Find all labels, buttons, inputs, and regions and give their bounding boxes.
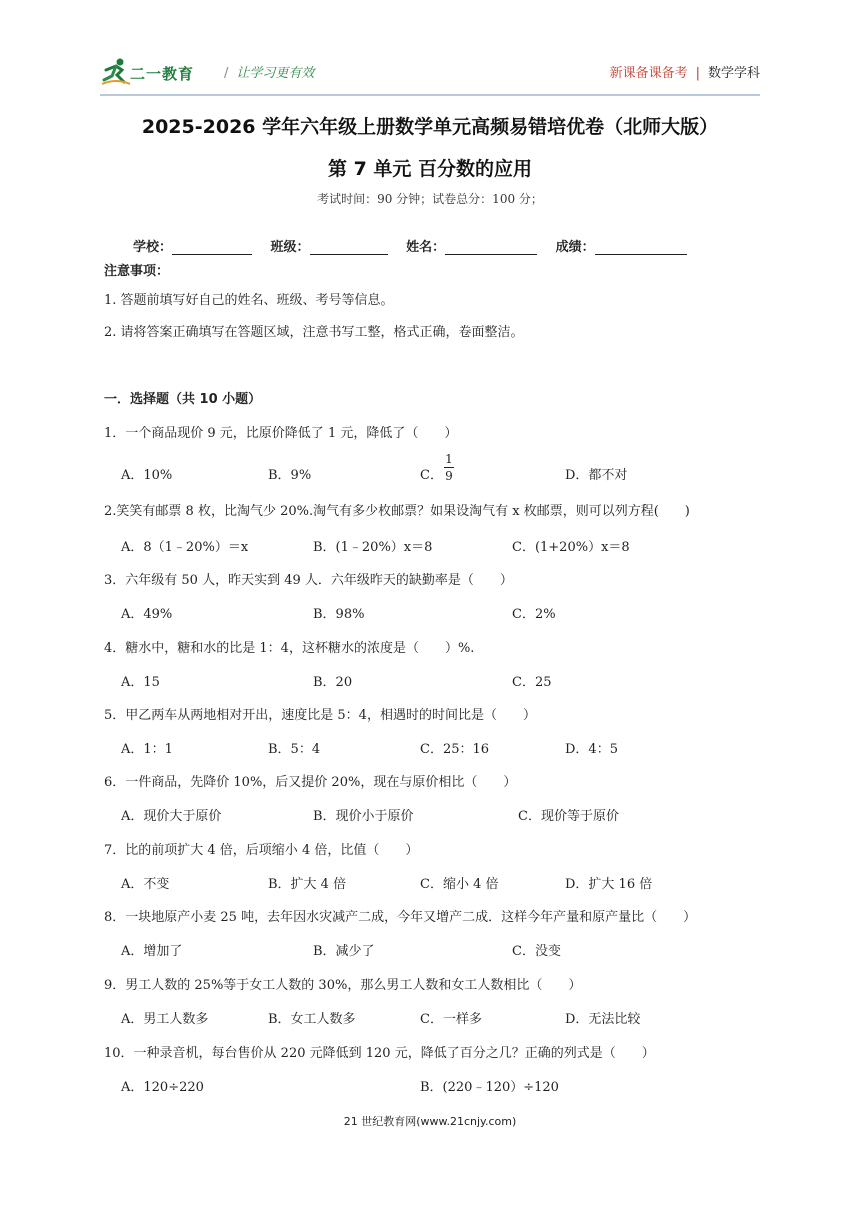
option-a: A．增加了 [121,944,183,959]
page-subtitle: 第 7 单元 百分数的应用 [327,158,533,180]
score-field [556,236,687,255]
option-c: C．25 [512,675,552,690]
option-c: C．缩小 4 倍 [420,877,499,892]
option-a: A．不变 [121,877,170,892]
fraction-numerator: 1 [445,452,453,466]
slogan-text: 让学习更有效 [236,66,315,81]
option-b: B．(1﹣20%）x＝8 [313,540,433,555]
option-c: C． [420,468,443,483]
option-b: B．(220﹣120）÷120 [420,1080,559,1095]
option-c: C．(1+20%）x＝8 [512,540,630,555]
option-b: B．20 [313,675,353,690]
option-d: D．扩大 16 倍 [565,877,653,892]
option-b: B．现价小于原价 [313,809,414,824]
option-b: B．98% [313,607,365,622]
name-blank[interactable] [445,240,537,255]
option-b: B．9% [268,468,312,483]
question-stem: 2.笑笑有邮票 8 枚，比淘气少 20%.淘气有多少枚邮票？如果设淘气有 x 枚邮票，则可以列方程( ) [104,504,690,519]
question-stem: 4．糖水中，糖和水的比是 1：4，这杯糖水的浓度是（ ）%. [104,641,475,656]
score-label: 成绩： [555,240,595,255]
question-stem: 3．六年级有 50 人，昨天实到 49 人．六年级昨天的缺勤率是（ ） [104,573,513,588]
option-d: D．4：5 [565,742,618,757]
option-a: A．120÷220 [121,1080,204,1095]
option-b: B．5：4 [268,742,321,757]
fraction [444,452,454,483]
question-stem: 8．一块地原产小麦 25 吨，去年因水灾减产二成，今年又增产二成．这样今年产量和原产量比（ ） [104,910,697,925]
question-stem: 9．男工人数的 25%等于女工人数的 30%，那么男工人数和女工人数相比（ ） [104,978,582,993]
school-label: 学校： [133,240,173,255]
notice-item: 2. 请将答案正确填写在答题区域，注意书写工整，格式正确，卷面整洁。 [104,325,524,340]
header-divider [100,94,760,96]
page-header [100,52,760,92]
option-c: C．一样多 [420,1012,482,1027]
option-a: A．10% [121,468,173,483]
exam-info: 考试时间：90 分钟；试卷总分：100 分； [317,192,543,206]
logo [100,56,210,88]
name-field [406,236,537,255]
option-c: C．25：16 [420,742,490,757]
fraction-denominator: 9 [445,469,453,483]
notice-item: 1. 答题前填写好自己的姓名、班级、考号等信息。 [104,293,394,308]
slogan: / 让学习更有效 [224,66,315,81]
school-blank[interactable] [172,240,252,255]
header-course-label: 新课备课备考 [609,66,688,81]
question-stem: 5．甲乙两车从两地相对开出，速度比是 5：4，相遇时的时间比是（ ） [104,708,536,723]
option-c: C．现价等于原价 [518,809,619,824]
header-separator: | [695,66,700,81]
section-title: 一．选择题（共 10 小题） [104,392,262,407]
option-a: A．现价大于原价 [121,809,222,824]
student-fields [133,236,701,255]
option-c: C．没变 [512,944,561,959]
class-blank[interactable] [310,240,388,255]
logo-text: 二一教育 [130,65,195,83]
runner-logo-icon [100,56,132,88]
option-a: A．8（1﹣20%）＝x [121,540,249,555]
header-right [610,62,760,81]
question-stem: 6．一件商品，先降价 10%，后又提价 20%，现在与原价相比（ ） [104,775,517,790]
page-footer: 21 世纪教育网(www.21cnjy.com) [343,1115,517,1128]
question-stem: 10．一种录音机，每台售价从 220 元降低到 120 元，降低了百分之几？正确的列式是（ ） [104,1046,655,1061]
option-d: D．无法比较 [565,1012,641,1027]
name-label: 姓名： [406,240,446,255]
option-a: A．1：1 [121,742,173,757]
question-stem: 1．一个商品现价 9 元，比原价降低了 1 元，降低了（ ） [104,426,458,441]
option-a: A．15 [121,675,160,690]
school-field [133,236,252,255]
class-label: 班级： [270,240,310,255]
option-a: A．男工人数多 [121,1012,209,1027]
score-blank[interactable] [595,240,687,255]
class-field [271,236,388,255]
page-title: 2025-2026 学年六年级上册数学单元高频易错培优卷（北师大版） [141,116,719,138]
option-b: B．减少了 [313,944,375,959]
header-subject-label: 数学学科 [707,66,760,81]
fraction-bar [444,467,454,468]
option-c: C．2% [512,607,556,622]
option-a: A．49% [121,607,173,622]
option-b: B．扩大 4 倍 [268,877,347,892]
option-b: B．女工人数多 [268,1012,356,1027]
option-d: D．都不对 [565,468,628,483]
question-stem: 7．比的前项扩大 4 倍，后项缩小 4 倍，比值（ ） [104,843,419,858]
notice-title: 注意事项： [104,264,170,279]
